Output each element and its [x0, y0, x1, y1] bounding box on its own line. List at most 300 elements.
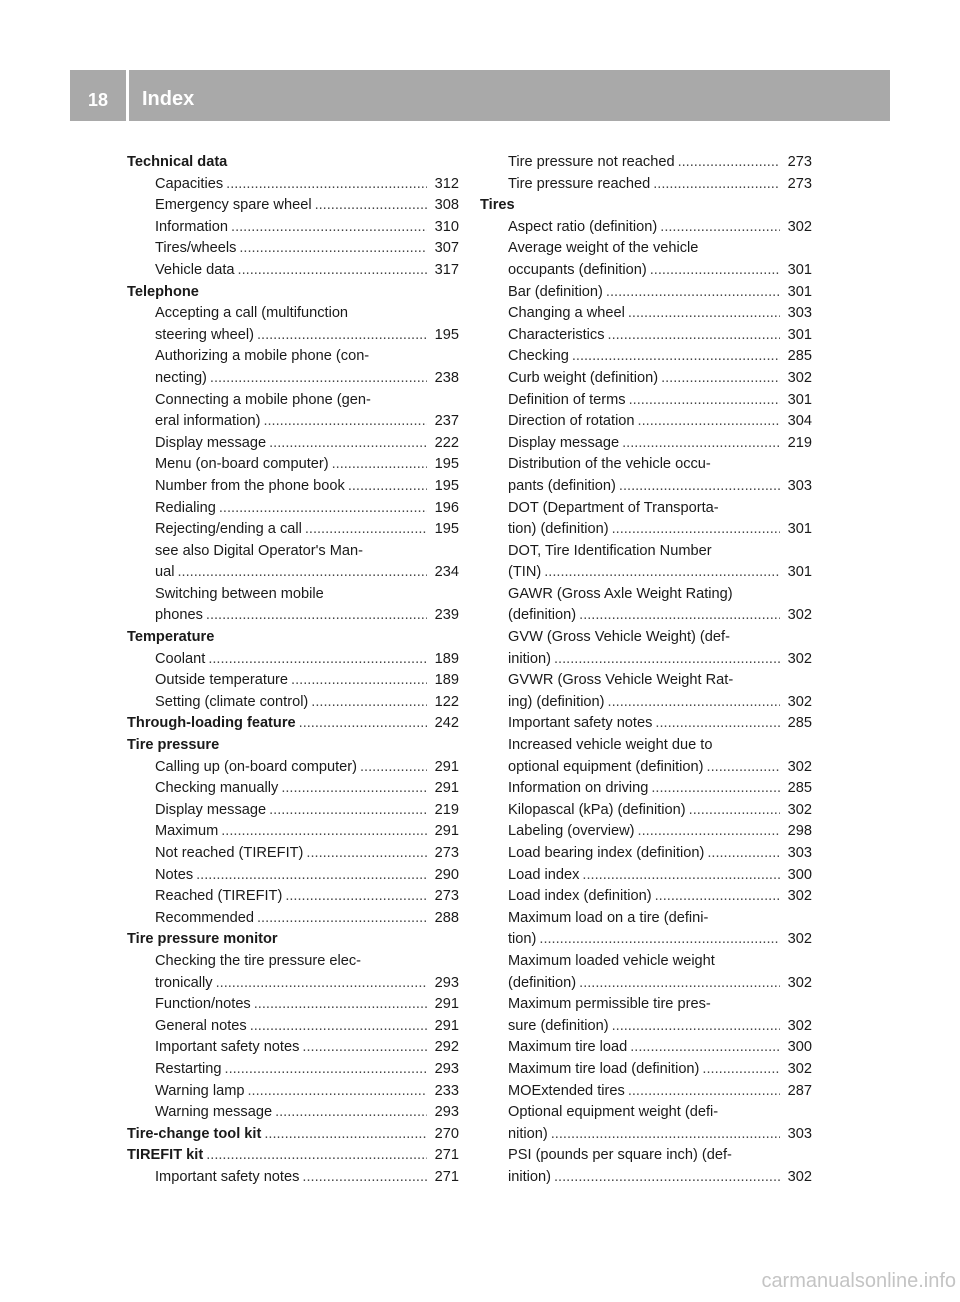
page-reference: 302 — [787, 974, 812, 991]
index-entry — [480, 562, 812, 584]
entry-text: Restarting — [155, 1060, 222, 1077]
index-entry — [127, 670, 459, 692]
page-reference: 302 — [787, 888, 812, 905]
index-entry — [127, 973, 459, 995]
index-heading-entry — [127, 713, 459, 735]
dot-leader — [707, 843, 780, 865]
dot-leader — [638, 821, 780, 843]
index-entry-continued: Optional equipment weight (defi- — [508, 1104, 719, 1121]
index-entry — [127, 1081, 459, 1103]
page-reference: 307 — [434, 240, 459, 257]
dot-leader — [539, 929, 780, 951]
page-reference: 302 — [787, 218, 812, 235]
index-entry — [480, 260, 812, 282]
dot-leader — [612, 1016, 780, 1038]
dot-leader — [269, 800, 427, 822]
index-entry — [127, 843, 459, 865]
index-entry — [480, 778, 812, 800]
entry-text: Information on driving — [508, 780, 649, 797]
dot-leader — [689, 800, 780, 822]
index-entry — [127, 1016, 459, 1038]
index-heading-entry — [127, 1145, 459, 1167]
page-reference: 273 — [434, 888, 459, 905]
page-reference: 273 — [787, 154, 812, 170]
page-reference: 239 — [434, 607, 459, 624]
index-heading: Telephone — [127, 283, 199, 300]
header-divider — [126, 70, 129, 121]
dot-leader — [360, 757, 427, 779]
dot-leader — [206, 1145, 427, 1167]
page-reference: 302 — [787, 1017, 812, 1034]
index-entry-continued: Increased vehicle weight due to — [508, 737, 713, 754]
entry-text: Emergency spare wheel — [155, 197, 312, 214]
entry-text: Changing a wheel — [508, 305, 625, 322]
entry-text: Aspect ratio (definition) — [508, 218, 658, 235]
page-reference: 291 — [434, 996, 459, 1013]
entry-text: necting) — [155, 369, 207, 386]
page-reference: 285 — [787, 348, 812, 365]
entry-text: tronically — [155, 974, 213, 991]
dot-leader — [285, 886, 427, 908]
page-reference: 291 — [434, 1017, 459, 1034]
dot-leader — [707, 757, 780, 779]
index-entry — [480, 368, 812, 390]
index-entry — [127, 325, 459, 347]
page-reference: 291 — [434, 780, 459, 797]
section-title: Index — [142, 88, 195, 110]
page-reference: 302 — [787, 931, 812, 948]
page-reference: 222 — [434, 434, 459, 451]
dot-leader — [650, 260, 780, 282]
index-column-right — [480, 152, 812, 1189]
dot-leader — [257, 325, 427, 347]
index-entry — [480, 843, 812, 865]
entry-text: Tire-change tool kit — [127, 1125, 262, 1142]
entry-text: inition) — [508, 1168, 551, 1185]
entry-text: pants (definition) — [508, 477, 616, 494]
entry-text: Maximum tire load — [508, 1039, 628, 1056]
entry-text: nition) — [508, 1125, 548, 1142]
dot-leader — [628, 303, 780, 325]
index-entry — [480, 1081, 812, 1103]
watermark: carmanualsonline.info — [761, 1270, 956, 1292]
page-reference: 273 — [434, 845, 459, 861]
entry-text: Tire pressure reached — [508, 175, 651, 192]
dot-leader — [254, 994, 427, 1016]
entry-text: steering wheel) — [155, 326, 254, 343]
index-entry — [480, 800, 812, 822]
entry-text: Vehicle data — [155, 261, 235, 278]
index-entry — [127, 778, 459, 800]
index-entry-continued: GVWR (Gross Vehicle Weight Rat- — [508, 672, 734, 689]
page-reference: 271 — [434, 1147, 459, 1164]
entry-text: Display message — [155, 801, 267, 818]
index-entry — [480, 821, 812, 843]
dot-leader — [651, 778, 780, 800]
page-reference: 285 — [787, 715, 812, 732]
page-reference: 302 — [787, 801, 812, 818]
entry-text: Characteristics — [508, 326, 605, 343]
entry-text: Definition of terms — [508, 391, 626, 408]
dot-leader — [579, 605, 780, 627]
dot-leader — [630, 1037, 780, 1059]
index-entry-continued: Connecting a mobile phone (gen- — [155, 391, 371, 408]
dot-leader — [653, 174, 780, 196]
index-entry-continued: GAWR (Gross Axle Weight Rating) — [508, 585, 733, 602]
page-reference: 303 — [787, 1125, 812, 1142]
dot-leader — [305, 519, 427, 541]
index-entry — [480, 692, 812, 714]
page-reference: 304 — [787, 413, 812, 430]
page-reference: 312 — [434, 175, 459, 192]
entry-text: MOExtended tires — [508, 1082, 625, 1099]
index-entry — [127, 886, 459, 908]
entry-text: Information — [155, 218, 229, 235]
entry-text: Recommended — [155, 909, 254, 926]
index-entry — [127, 195, 459, 217]
index-entry — [127, 605, 459, 627]
index-entry — [480, 217, 812, 239]
page-reference: 196 — [434, 499, 459, 516]
index-entry — [127, 1167, 459, 1189]
entry-text: Load index — [508, 866, 580, 883]
index-entry-continued: Accepting a call (multifunction — [155, 305, 349, 322]
page-reference: 302 — [787, 607, 812, 624]
page-reference: 300 — [787, 866, 812, 883]
page-reference: 288 — [434, 909, 459, 926]
index-entry — [127, 692, 459, 714]
dot-leader — [660, 217, 780, 239]
page-reference: 233 — [434, 1082, 459, 1099]
page-reference: 189 — [434, 672, 459, 689]
page-reference: 317 — [434, 261, 459, 278]
index-entry — [127, 1059, 459, 1081]
index-entry — [127, 454, 459, 476]
dot-leader — [678, 152, 780, 174]
page-reference: 122 — [434, 693, 459, 710]
index-column-left — [127, 152, 459, 1189]
page-reference: 195 — [434, 456, 459, 473]
index-entry-continued: Average weight of the vehicle — [508, 240, 699, 257]
index-heading: Temperature — [127, 629, 215, 646]
dot-leader — [226, 174, 427, 196]
dot-leader — [208, 649, 427, 671]
page-reference: 302 — [787, 1168, 812, 1185]
index-entry — [480, 1124, 812, 1146]
index-heading: Tire pressure monitor — [127, 931, 278, 948]
page-number: 18 — [87, 90, 109, 110]
index-entry-continued: PSI (pounds per square inch) (def- — [508, 1147, 732, 1164]
dot-leader — [619, 476, 780, 498]
entry-text: Checking manually — [155, 780, 279, 797]
dot-leader — [219, 498, 427, 520]
index-entry — [127, 821, 459, 843]
index-entry — [480, 1167, 812, 1189]
dot-leader — [661, 368, 780, 390]
index-entry — [127, 433, 459, 455]
page-reference: 237 — [434, 413, 459, 430]
page-reference: 301 — [787, 283, 812, 300]
entry-text: Maximum tire load (definition) — [508, 1060, 700, 1077]
page-reference: 303 — [787, 305, 812, 322]
entry-text: Display message — [155, 434, 267, 451]
entry-text: Coolant — [155, 650, 206, 667]
index-entry — [480, 605, 812, 627]
dot-leader — [655, 886, 780, 908]
index-entry — [480, 433, 812, 455]
index-entry-continued: Authorizing a mobile phone (con- — [155, 348, 370, 365]
entry-text: Important safety notes — [508, 715, 653, 732]
entry-text: (definition) — [508, 607, 577, 624]
index-entry — [480, 1059, 812, 1081]
dot-leader — [311, 692, 427, 714]
page-reference: 195 — [434, 477, 459, 494]
dot-leader — [221, 821, 427, 843]
index-entry — [480, 649, 812, 671]
index-entry — [127, 994, 459, 1016]
entry-text: Function/notes — [155, 996, 251, 1013]
index-entry-continued: see also Digital Operator's Man- — [155, 542, 363, 559]
index-entry — [127, 238, 459, 260]
page-reference: 301 — [787, 326, 812, 343]
index-entry — [127, 649, 459, 671]
dot-leader — [315, 195, 427, 217]
index-entry — [127, 562, 459, 584]
index-entry — [127, 865, 459, 887]
index-entry — [127, 498, 459, 520]
page-reference: 291 — [434, 823, 459, 840]
entry-text: Tire pressure not reached — [508, 154, 675, 170]
entry-text: sure (definition) — [508, 1017, 609, 1034]
page-reference: 308 — [434, 197, 459, 214]
entry-text: optional equipment (definition) — [508, 758, 704, 775]
index-entry — [480, 1016, 812, 1038]
page-reference: 270 — [434, 1125, 459, 1142]
dot-leader — [612, 519, 780, 541]
dot-leader — [225, 1059, 427, 1081]
page-reference: 273 — [787, 175, 812, 192]
index-entry — [480, 757, 812, 779]
index-entry-continued: Switching between mobile — [155, 585, 324, 602]
index-entry — [480, 174, 812, 196]
dot-leader — [608, 692, 780, 714]
dot-leader — [281, 778, 427, 800]
page-reference: 285 — [787, 780, 812, 797]
index-entry — [127, 368, 459, 390]
dot-leader — [302, 1167, 427, 1189]
dot-leader — [608, 325, 780, 347]
index-entry — [127, 260, 459, 282]
entry-text: TIREFIT kit — [127, 1147, 204, 1164]
dot-leader — [248, 1081, 428, 1103]
page-reference: 291 — [434, 758, 459, 775]
dot-leader — [206, 605, 427, 627]
entry-text: tion) — [508, 931, 537, 948]
page-reference: 301 — [787, 564, 812, 581]
dot-leader — [622, 433, 780, 455]
entry-text: Important safety notes — [155, 1168, 300, 1185]
entry-text: ing) (definition) — [508, 693, 605, 710]
page-reference: 300 — [787, 1039, 812, 1056]
page-reference: 293 — [434, 974, 459, 991]
dot-leader — [306, 843, 427, 865]
dot-leader — [275, 1102, 427, 1124]
dot-leader — [579, 973, 780, 995]
dot-leader — [628, 1081, 780, 1103]
index-entry — [480, 152, 812, 174]
index-entry — [480, 346, 812, 368]
dot-leader — [638, 411, 780, 433]
entry-text: (definition) — [508, 974, 577, 991]
page-reference: 302 — [787, 758, 812, 775]
index-entry — [127, 1037, 459, 1059]
page-reference: 302 — [787, 650, 812, 667]
entry-text: Bar (definition) — [508, 283, 603, 300]
dot-leader — [332, 454, 427, 476]
entry-text: Tires/wheels — [155, 240, 237, 257]
index-entry — [480, 929, 812, 951]
page-reference: 310 — [434, 218, 459, 235]
entry-text: ual — [155, 564, 175, 581]
entry-text: inition) — [508, 650, 551, 667]
page-reference: 302 — [787, 693, 812, 710]
index-heading: Tire pressure — [127, 737, 220, 754]
entry-text: Redialing — [155, 499, 216, 516]
dot-leader — [269, 433, 427, 455]
entry-text: Warning lamp — [155, 1082, 245, 1099]
dot-leader — [231, 217, 427, 239]
index-entry-continued: Distribution of the vehicle occu- — [508, 456, 711, 473]
entry-text: Reached (TIREFIT) — [155, 888, 283, 905]
entry-text: Important safety notes — [155, 1039, 300, 1056]
page-reference: 219 — [787, 434, 812, 451]
index-entry — [480, 1037, 812, 1059]
entry-text: Calling up (on-board computer) — [155, 758, 357, 775]
page-reference: 303 — [787, 845, 812, 861]
index-entry — [127, 217, 459, 239]
page-reference: 290 — [434, 866, 459, 883]
dot-leader — [606, 282, 780, 304]
entry-text: Number from the phone book — [155, 477, 345, 494]
dot-leader — [655, 713, 780, 735]
entry-text: (TIN) — [508, 564, 542, 581]
entry-text: Kilopascal (kPa) (definition) — [508, 801, 686, 818]
index-entry — [480, 411, 812, 433]
index-entry — [127, 1102, 459, 1124]
page-reference: 301 — [787, 521, 812, 538]
index-entry-continued: Checking the tire pressure elec- — [155, 952, 362, 969]
index-heading-entry — [127, 1124, 459, 1146]
index-entry — [480, 476, 812, 498]
dot-leader — [582, 865, 780, 887]
page-reference: 195 — [434, 521, 459, 538]
entry-text: Direction of rotation — [508, 413, 635, 430]
dot-leader — [210, 368, 427, 390]
page-reference: 189 — [434, 650, 459, 667]
entry-text: Maximum — [155, 823, 219, 840]
index-entry — [127, 174, 459, 196]
dot-leader — [299, 713, 427, 735]
entry-text: occupants (definition) — [508, 261, 647, 278]
entry-text: General notes — [155, 1017, 247, 1034]
page-reference: 242 — [434, 715, 459, 732]
index-entry — [480, 886, 812, 908]
index-entry — [480, 519, 812, 541]
entry-text: Display message — [508, 434, 620, 451]
entry-text: Notes — [155, 866, 194, 883]
index-entry-continued: DOT, Tire Identification Number — [508, 542, 712, 559]
dot-leader — [250, 1016, 427, 1038]
page-reference: 301 — [787, 391, 812, 408]
page-reference: 195 — [434, 326, 459, 343]
dot-leader — [264, 1124, 427, 1146]
dot-leader — [302, 1037, 427, 1059]
index-entry — [127, 476, 459, 498]
index-entry-continued: Maximum load on a tire (defini- — [508, 909, 709, 926]
page-reference: 238 — [434, 369, 459, 386]
entry-text: Load bearing index (definition) — [508, 845, 705, 861]
index-entry — [127, 519, 459, 541]
dot-leader — [177, 562, 427, 584]
page-reference: 298 — [787, 823, 812, 840]
entry-text: Checking — [508, 348, 569, 365]
dot-leader — [216, 973, 427, 995]
entry-text: Capacities — [155, 175, 224, 192]
entry-text: Labeling (overview) — [508, 823, 635, 840]
entry-text: Through-loading feature — [127, 715, 296, 732]
page-reference: 301 — [787, 261, 812, 278]
dot-leader — [572, 346, 780, 368]
entry-text: eral information) — [155, 413, 261, 430]
dot-leader — [263, 411, 427, 433]
index-entry — [127, 800, 459, 822]
entry-text: Load index (definition) — [508, 888, 652, 905]
dot-leader — [544, 562, 780, 584]
dot-leader — [291, 670, 427, 692]
entry-text: Outside temperature — [155, 672, 289, 689]
page-reference: 234 — [434, 564, 459, 581]
dot-leader — [257, 908, 427, 930]
index-entry — [480, 865, 812, 887]
page-reference: 287 — [787, 1082, 812, 1099]
page-reference: 303 — [787, 477, 812, 494]
index-entry — [480, 390, 812, 412]
dot-leader — [702, 1059, 780, 1081]
entry-text: tion) (definition) — [508, 521, 609, 538]
page-reference: 292 — [434, 1039, 459, 1056]
entry-text: Menu (on-board computer) — [155, 456, 329, 473]
index-entry — [480, 973, 812, 995]
entry-text: Setting (climate control) — [155, 693, 309, 710]
page-header — [70, 70, 890, 121]
index-entry — [480, 713, 812, 735]
index-entry-continued: Maximum loaded vehicle weight — [508, 952, 715, 969]
dot-leader — [551, 1124, 780, 1146]
index-entry-continued: Maximum permissible tire pres- — [508, 996, 711, 1013]
index-entry — [127, 411, 459, 433]
dot-leader — [554, 649, 780, 671]
dot-leader — [348, 476, 427, 498]
index-entry-continued: DOT (Department of Transporta- — [508, 499, 719, 516]
page-reference: 302 — [787, 1060, 812, 1077]
index-entry — [127, 757, 459, 779]
page-reference: 293 — [434, 1104, 459, 1121]
entry-text: Warning message — [155, 1104, 273, 1121]
entry-text: Rejecting/ending a call — [155, 521, 302, 538]
dot-leader — [554, 1167, 780, 1189]
entry-text: phones — [155, 607, 203, 624]
index-entry — [127, 908, 459, 930]
